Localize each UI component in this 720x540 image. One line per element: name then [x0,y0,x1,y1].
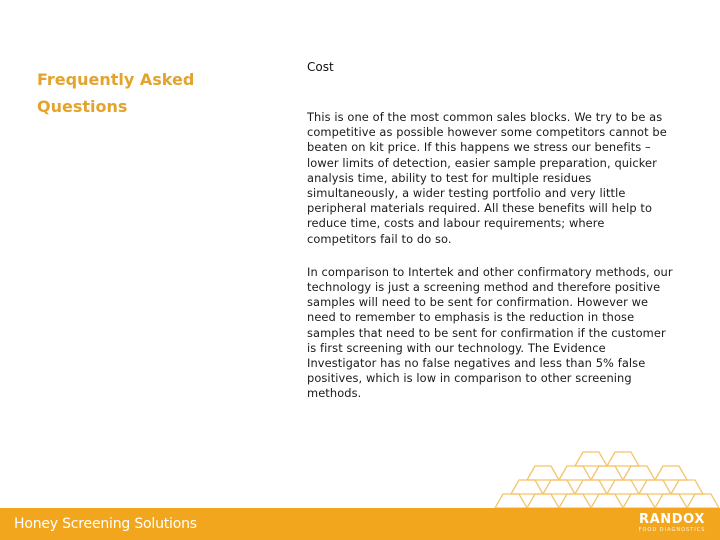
section-heading: Cost [307,60,334,74]
body-text [307,110,675,420]
logo-subtitle: FOOD DIAGNOSTICS [638,527,706,533]
page-title: Frequently Asked Questions [37,70,195,116]
hexagon-pattern-decoration [485,450,720,510]
paragraph: This is one of the most common sales blocks. We try to be as competitive as possible however some competitors cannot be beaten on kit price. If this happens we stress our benefits – lower limits of detection, easier sample preparation, quicker analysis time, ability to test for multiple residues simultaneously, a wider testing portfolio and very little peripheral materials required. All these benefits will help to reduce time, costs and labour requirements; where competitors fail to do so. [307,110,667,246]
logo-wordmark: RANDOX [639,512,705,527]
paragraph: In comparison to Intertek and other confirmatory methods, our technology is just a screening method and therefore positive samples will need to be sent for confirmation. However we need to remember to emphasis is the reduction in those samples that need to be sent for confirmation if the customer is first screening with our technology. The Evidence Investigator has no false negatives and less than 5% false positives, which is low in comparison to other screening methods. [307,264,673,401]
footer-title: Honey Screening Solutions [14,516,197,532]
randox-logo [634,513,710,537]
